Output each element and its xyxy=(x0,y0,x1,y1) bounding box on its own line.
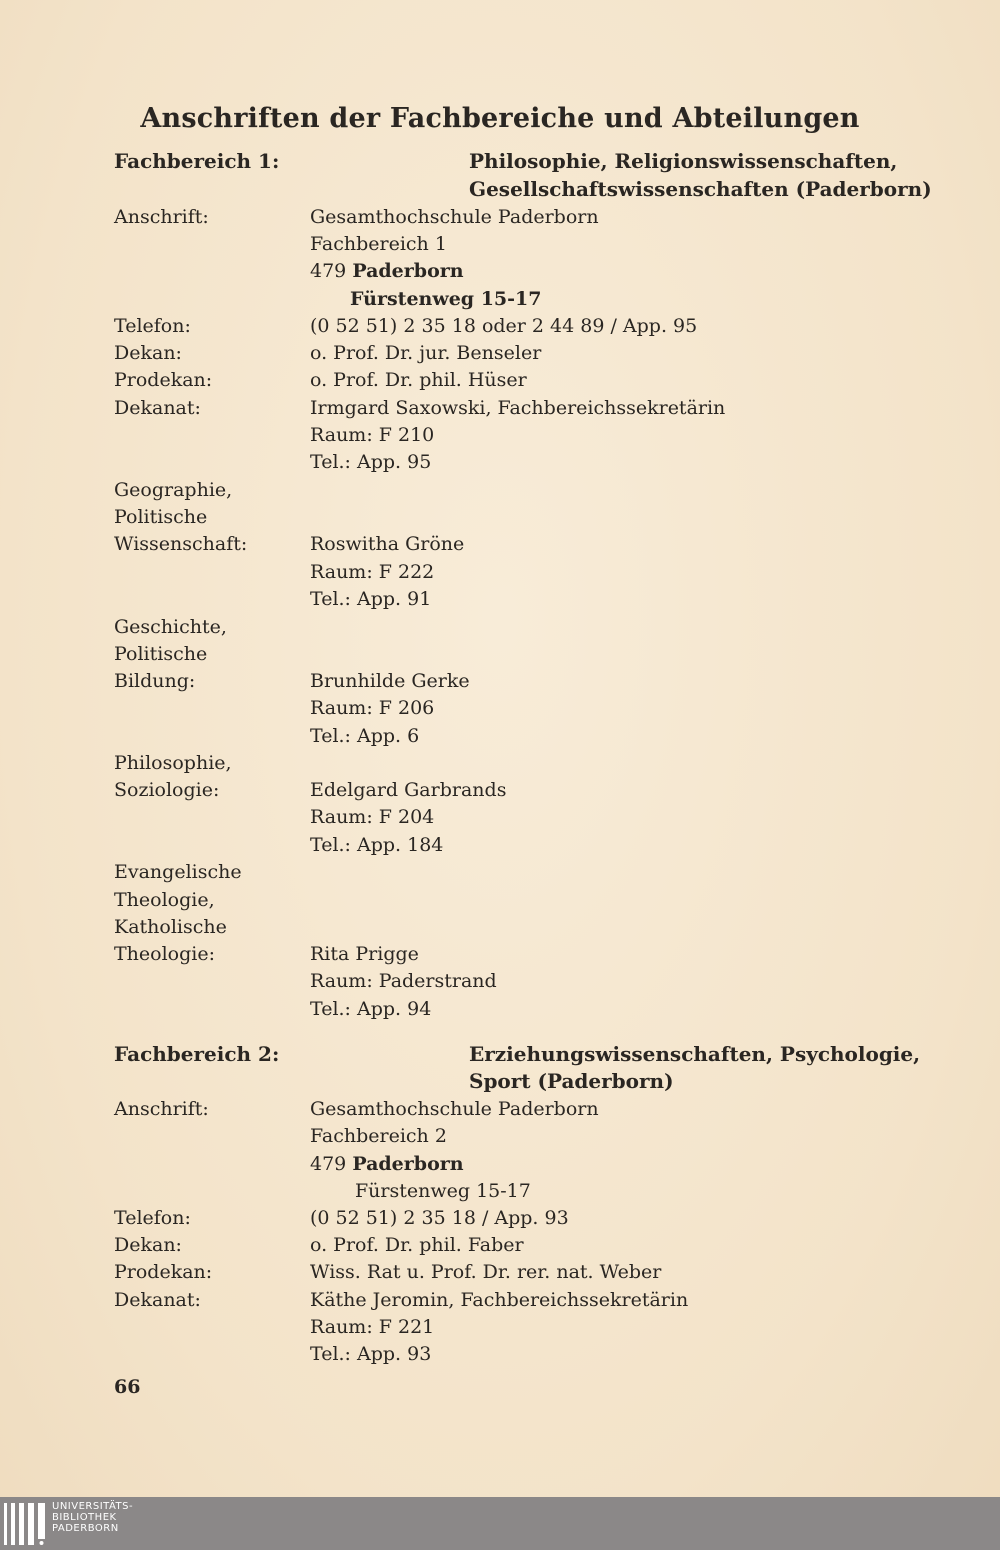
fb1-addr1: Gesamthochschule Paderborn xyxy=(310,206,599,228)
page-number: 66 xyxy=(114,1376,141,1398)
fb2-anschrift-label: Anschrift: xyxy=(114,1098,209,1120)
theo-name: Rita Prigge xyxy=(310,943,419,965)
library-name-line2: BIBLIOTHEK xyxy=(52,1512,117,1523)
geo-raum: Raum: F 222 xyxy=(310,561,435,583)
fb1-dekanat-tel-row xyxy=(0,449,1000,476)
fb2-dekanat: Käthe Jeromin, Fachbereichssekretärin xyxy=(310,1289,689,1311)
fb1-header-row2 xyxy=(0,176,1000,203)
phil-row2 xyxy=(0,777,1000,804)
fb2-dekanat-raum: Raum: F 221 xyxy=(310,1316,435,1338)
fb2-addr4: Fürstenweg 15-17 xyxy=(355,1180,531,1202)
fb1-dekanat: Irmgard Saxowski, Fachbereichssekretärin xyxy=(310,397,726,419)
fb1-dekanat-label: Dekanat: xyxy=(114,397,201,419)
fb1-telefon-label: Telefon: xyxy=(114,315,191,337)
fb1-name-line1: Philosophie, Religionswissenschaften, xyxy=(469,149,898,173)
ges-name: Brunhilde Gerke xyxy=(310,670,470,692)
phil-label-line2: Soziologie: xyxy=(114,779,220,801)
fb1-name-line2: Gesellschaftswissenschaften (Paderborn) xyxy=(469,177,932,201)
fb2-dekanat-tel-row xyxy=(0,1341,1000,1368)
fb1-dekan-row xyxy=(0,340,1000,367)
fb2-dekanat-row xyxy=(0,1287,1000,1314)
theo-label-line2: Theologie, xyxy=(114,889,215,911)
library-name xyxy=(52,1501,133,1534)
fb1-telefon: (0 52 51) 2 35 18 oder 2 44 89 / App. 95 xyxy=(310,315,698,337)
fb2-city: Paderborn xyxy=(352,1153,464,1175)
phil-raum-row xyxy=(0,804,1000,831)
fb1-dekanat-tel: Tel.: App. 95 xyxy=(310,451,432,473)
fb2-dekanat-tel: Tel.: App. 93 xyxy=(310,1343,432,1365)
ges-row3 xyxy=(0,668,1000,695)
fb1-addr2: Fachbereich 1 xyxy=(310,233,447,255)
fb1-addr2-row xyxy=(0,231,1000,258)
fb1-prodekan-row xyxy=(0,367,1000,394)
ges-label-line2: Politische xyxy=(114,643,208,665)
theo-label-line1: Evangelische xyxy=(114,861,242,883)
fb1-zip: 479 xyxy=(310,260,347,282)
theo-tel-row xyxy=(0,996,1000,1023)
theo-row1 xyxy=(0,859,1000,886)
library-logo-icon xyxy=(4,1503,46,1545)
geo-label-line2: Politische xyxy=(114,506,208,528)
theo-tel: Tel.: App. 94 xyxy=(310,998,432,1020)
geo-row3 xyxy=(0,531,1000,558)
fb2-zip: 479 xyxy=(310,1153,347,1175)
fb1-dekanat-row xyxy=(0,395,1000,422)
phil-name: Edelgard Garbrands xyxy=(310,779,507,801)
fb2-dekanat-label: Dekanat: xyxy=(114,1289,201,1311)
fb2-addr3 xyxy=(310,1151,464,1178)
fb2-dekanat-raum-row xyxy=(0,1314,1000,1341)
fb2-dekan: o. Prof. Dr. phil. Faber xyxy=(310,1234,524,1256)
ges-row1 xyxy=(0,614,1000,641)
theo-row3 xyxy=(0,914,1000,941)
fb2-label: Fachbereich 2: xyxy=(114,1042,280,1066)
theo-row4 xyxy=(0,941,1000,968)
fb1-dekanat-raum-row xyxy=(0,422,1000,449)
theo-raum-row xyxy=(0,968,1000,995)
theo-raum: Raum: Paderstrand xyxy=(310,970,497,992)
fb2-prodekan-row xyxy=(0,1259,1000,1286)
phil-tel-row xyxy=(0,832,1000,859)
fb1-city: Paderborn xyxy=(352,260,464,282)
fb2-addr3-row xyxy=(0,1151,1000,1178)
fb2-telefon-label: Telefon: xyxy=(114,1207,191,1229)
geo-raum-row xyxy=(0,559,1000,586)
fb1-prodekan-label: Prodekan: xyxy=(114,369,213,391)
theo-row2 xyxy=(0,887,1000,914)
geo-label-line1: Geographie, xyxy=(114,479,233,501)
ges-label-line1: Geschichte, xyxy=(114,616,227,638)
ges-raum-row xyxy=(0,695,1000,722)
geo-row2 xyxy=(0,504,1000,531)
fb2-telefon: (0 52 51) 2 35 18 / App. 93 xyxy=(310,1207,569,1229)
fb1-header-row xyxy=(0,148,1000,175)
library-name-line3: PADERBORN xyxy=(52,1523,119,1534)
theo-label-line3: Katholische xyxy=(114,916,227,938)
library-footer xyxy=(0,1497,1000,1550)
fb1-anschrift-label: Anschrift: xyxy=(114,206,209,228)
fb1-dekan: o. Prof. Dr. jur. Benseler xyxy=(310,342,542,364)
fb1-addr3-row xyxy=(0,258,1000,285)
phil-row1 xyxy=(0,750,1000,777)
phil-raum: Raum: F 204 xyxy=(310,806,435,828)
fb1-telefon-row xyxy=(0,313,1000,340)
fb2-addr4-row xyxy=(0,1178,1000,1205)
fb2-addr1: Gesamthochschule Paderborn xyxy=(310,1098,599,1120)
theo-label-line4: Theologie: xyxy=(114,943,215,965)
fb1-addr3 xyxy=(310,258,464,285)
phil-tel: Tel.: App. 184 xyxy=(310,834,444,856)
ges-label-line3: Bildung: xyxy=(114,670,196,692)
ges-tel: Tel.: App. 6 xyxy=(310,725,420,747)
geo-tel: Tel.: App. 91 xyxy=(310,588,432,610)
ges-tel-row xyxy=(0,723,1000,750)
fb1-prodekan: o. Prof. Dr. phil. Hüser xyxy=(310,369,527,391)
fb1-addr4-row xyxy=(0,286,1000,313)
fb2-addr2: Fachbereich 2 xyxy=(310,1125,447,1147)
fb1-dekanat-raum: Raum: F 210 xyxy=(310,424,435,446)
ges-row2 xyxy=(0,641,1000,668)
fb2-telefon-row xyxy=(0,1205,1000,1232)
fb1-anschrift-row xyxy=(0,204,1000,231)
fb2-anschrift-row xyxy=(0,1096,1000,1123)
fb2-header-row2 xyxy=(0,1068,1000,1095)
fb2-dekan-label: Dekan: xyxy=(114,1234,182,1256)
fb2-header-row xyxy=(0,1041,1000,1068)
library-name-line1: UNIVERSITÄTS- xyxy=(52,1501,134,1512)
fb2-dekan-row xyxy=(0,1232,1000,1259)
phil-label-line1: Philosophie, xyxy=(114,752,232,774)
fb2-name-line1: Erziehungswissenschaften, Psychologie, xyxy=(469,1042,921,1066)
fb1-label: Fachbereich 1: xyxy=(114,149,280,173)
geo-name: Roswitha Gröne xyxy=(310,533,465,555)
fb2-prodekan: Wiss. Rat u. Prof. Dr. rer. nat. Weber xyxy=(310,1261,662,1283)
fb2-prodekan-label: Prodekan: xyxy=(114,1261,213,1283)
geo-row1 xyxy=(0,477,1000,504)
geo-label-line3: Wissenschaft: xyxy=(114,533,248,555)
fb2-name-line2: Sport (Paderborn) xyxy=(469,1069,674,1093)
fb1-addr4: Fürstenweg 15-17 xyxy=(350,288,542,310)
fb2-addr2-row xyxy=(0,1123,1000,1150)
fb1-dekan-label: Dekan: xyxy=(114,342,182,364)
geo-tel-row xyxy=(0,586,1000,613)
page-title: Anschriften der Fachbereiche und Abteilungen xyxy=(140,103,860,134)
ges-raum: Raum: F 206 xyxy=(310,697,435,719)
